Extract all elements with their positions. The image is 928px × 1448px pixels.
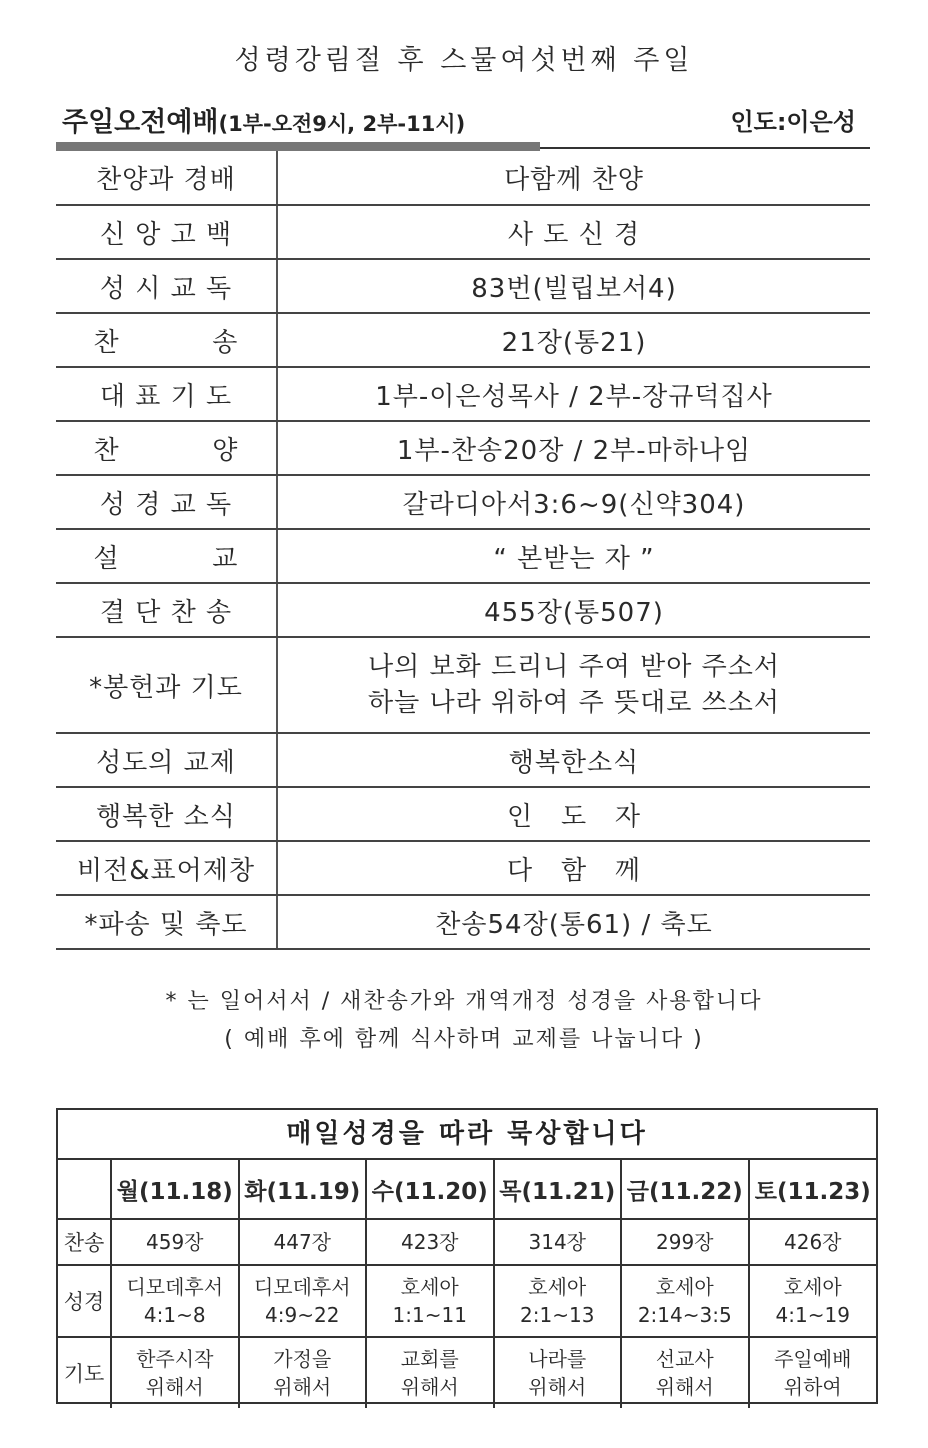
daily-bible-table <box>58 1160 876 1408</box>
scripture-book: 호세아 <box>400 1275 459 1299</box>
order-value: 21장(통21) <box>277 313 870 367</box>
hymn-cell: 299장 <box>621 1219 749 1265</box>
order-row <box>56 529 870 583</box>
daily-bible-heading: 매일성경을 따라 묵상합니다 <box>58 1110 876 1160</box>
scripture-cell <box>749 1265 877 1337</box>
scripture-book: 디모데후서 <box>126 1275 224 1299</box>
prayer-cell <box>239 1337 367 1408</box>
order-label: 설 교 <box>56 529 277 583</box>
order-label: 신 앙 고 백 <box>56 205 277 259</box>
order-label: 비전&표어제창 <box>56 841 277 895</box>
order-of-service-table <box>56 151 870 950</box>
order-row <box>56 787 870 841</box>
corner-cell <box>58 1160 111 1219</box>
order-row <box>56 583 870 637</box>
order-row <box>56 151 870 205</box>
prayer-cell <box>494 1337 622 1408</box>
row-label-hymn: 찬송 <box>58 1219 111 1265</box>
daily-bible-box <box>56 1108 878 1404</box>
order-label: 결 단 찬 송 <box>56 583 277 637</box>
service-times: (1부-오전9시, 2부-11시) <box>218 112 466 136</box>
order-value: 1부-이은성목사 / 2부-장규덕집사 <box>277 367 870 421</box>
hymn-cell: 447장 <box>239 1219 367 1265</box>
order-label: 찬 양 <box>56 421 277 475</box>
scripture-ref: 4:9~22 <box>265 1303 340 1327</box>
prayer-line: 선교사 <box>655 1347 714 1371</box>
scripture-book: 디모데후서 <box>253 1275 351 1299</box>
prayer-line: 위하여 <box>783 1375 842 1399</box>
prayer-line: 위해서 <box>400 1375 459 1399</box>
prayer-line: 위해서 <box>655 1375 714 1399</box>
lyrics-line: 나의 보화 드리니 주여 받아 주소서 <box>368 652 780 682</box>
day-header: 월(11.18) <box>111 1160 239 1219</box>
day-header: 수(11.20) <box>366 1160 494 1219</box>
prayer-cell <box>366 1337 494 1408</box>
day-header: 화(11.19) <box>239 1160 367 1219</box>
scripture-ref: 2:14~3:5 <box>637 1303 732 1327</box>
prayer-row <box>58 1337 876 1408</box>
order-row <box>56 259 870 313</box>
prayer-line: 위해서 <box>273 1375 332 1399</box>
row-label-prayer: 기도 <box>58 1337 111 1408</box>
order-value: 83번(빌립보서4) <box>277 259 870 313</box>
fellowship-note: ( 예배 후에 함께 식사하며 교제를 나눕니다 ) <box>224 1027 704 1052</box>
scripture-ref: 4:1~8 <box>143 1303 206 1327</box>
hymn-cell: 459장 <box>111 1219 239 1265</box>
order-label: 찬양과 경배 <box>56 151 277 205</box>
order-row <box>56 841 870 895</box>
service-leader: 인도:이은성 <box>730 108 856 136</box>
offering-hymn-lyrics <box>277 637 870 733</box>
hymn-cell: 314장 <box>494 1219 622 1265</box>
standing-note: * 는 일어서서 / 새찬송가와 개역개정 성경을 사용합니다 <box>165 989 763 1014</box>
hymn-cell: 426장 <box>749 1219 877 1265</box>
order-value: 찬송54장(통61) / 축도 <box>277 895 870 949</box>
service-name: 주일오전예배 <box>62 107 219 138</box>
scripture-cell <box>366 1265 494 1337</box>
order-label: *파송 및 축도 <box>56 895 277 949</box>
order-label: 성 경 교 독 <box>56 475 277 529</box>
order-value: 행복한소식 <box>277 733 870 787</box>
order-value: 사 도 신 경 <box>277 205 870 259</box>
prayer-line: 교회를 <box>400 1347 459 1371</box>
scripture-book: 호세아 <box>655 1275 714 1299</box>
prayer-line: 한주시작 <box>136 1347 214 1371</box>
order-value: “ 본받는 자 ” <box>277 529 870 583</box>
order-label: 성도의 교제 <box>56 733 277 787</box>
order-label: 찬 송 <box>56 313 277 367</box>
scripture-cell <box>111 1265 239 1337</box>
scripture-row <box>58 1265 876 1337</box>
order-row <box>56 205 870 259</box>
order-row <box>56 895 870 949</box>
order-label: *봉헌과 기도 <box>56 637 277 733</box>
order-label: 행복한 소식 <box>56 787 277 841</box>
page-title: 성령강림절 후 스물여섯번째 주일 <box>234 45 694 76</box>
prayer-cell <box>621 1337 749 1408</box>
scripture-cell <box>494 1265 622 1337</box>
order-label: 대 표 기 도 <box>56 367 277 421</box>
row-label-scripture: 성경 <box>58 1265 111 1337</box>
day-header: 금(11.22) <box>621 1160 749 1219</box>
day-header-row <box>58 1160 876 1219</box>
order-row <box>56 475 870 529</box>
prayer-line: 위해서 <box>528 1375 587 1399</box>
order-row <box>56 367 870 421</box>
prayer-cell <box>111 1337 239 1408</box>
order-value: 갈라디아서3:6~9(신약304) <box>277 475 870 529</box>
header-underline-bar <box>56 142 540 151</box>
prayer-line: 나라를 <box>528 1347 587 1371</box>
scripture-book: 호세아 <box>528 1275 587 1299</box>
order-label: 성 시 교 독 <box>56 259 277 313</box>
day-header: 토(11.23) <box>749 1160 877 1219</box>
order-row <box>56 733 870 787</box>
prayer-line: 주일예배 <box>774 1347 852 1371</box>
order-value: 455장(통507) <box>277 583 870 637</box>
scripture-book: 호세아 <box>783 1275 842 1299</box>
lyrics-line: 하늘 나라 위하여 주 뜻대로 쓰소서 <box>368 688 780 718</box>
service-header <box>56 92 874 142</box>
order-value: 다함께 찬양 <box>277 151 870 205</box>
prayer-cell <box>749 1337 877 1408</box>
order-row <box>56 313 870 367</box>
hymn-cell: 423장 <box>366 1219 494 1265</box>
prayer-line: 가정을 <box>273 1347 332 1371</box>
scripture-ref: 2:1~13 <box>520 1303 595 1327</box>
prayer-line: 위해서 <box>145 1375 204 1399</box>
order-value: 다 함 께 <box>277 841 870 895</box>
order-value: 인 도 자 <box>277 787 870 841</box>
scripture-cell <box>621 1265 749 1337</box>
order-value: 1부-찬송20장 / 2부-마하나임 <box>277 421 870 475</box>
day-header: 목(11.21) <box>494 1160 622 1219</box>
hymn-row <box>58 1219 876 1265</box>
service-title <box>62 100 465 139</box>
scripture-ref: 1:1~11 <box>392 1303 467 1327</box>
scripture-cell <box>239 1265 367 1337</box>
scripture-ref: 4:1~19 <box>775 1303 850 1327</box>
order-row <box>56 421 870 475</box>
header-rule <box>540 147 870 149</box>
order-row <box>56 637 870 733</box>
